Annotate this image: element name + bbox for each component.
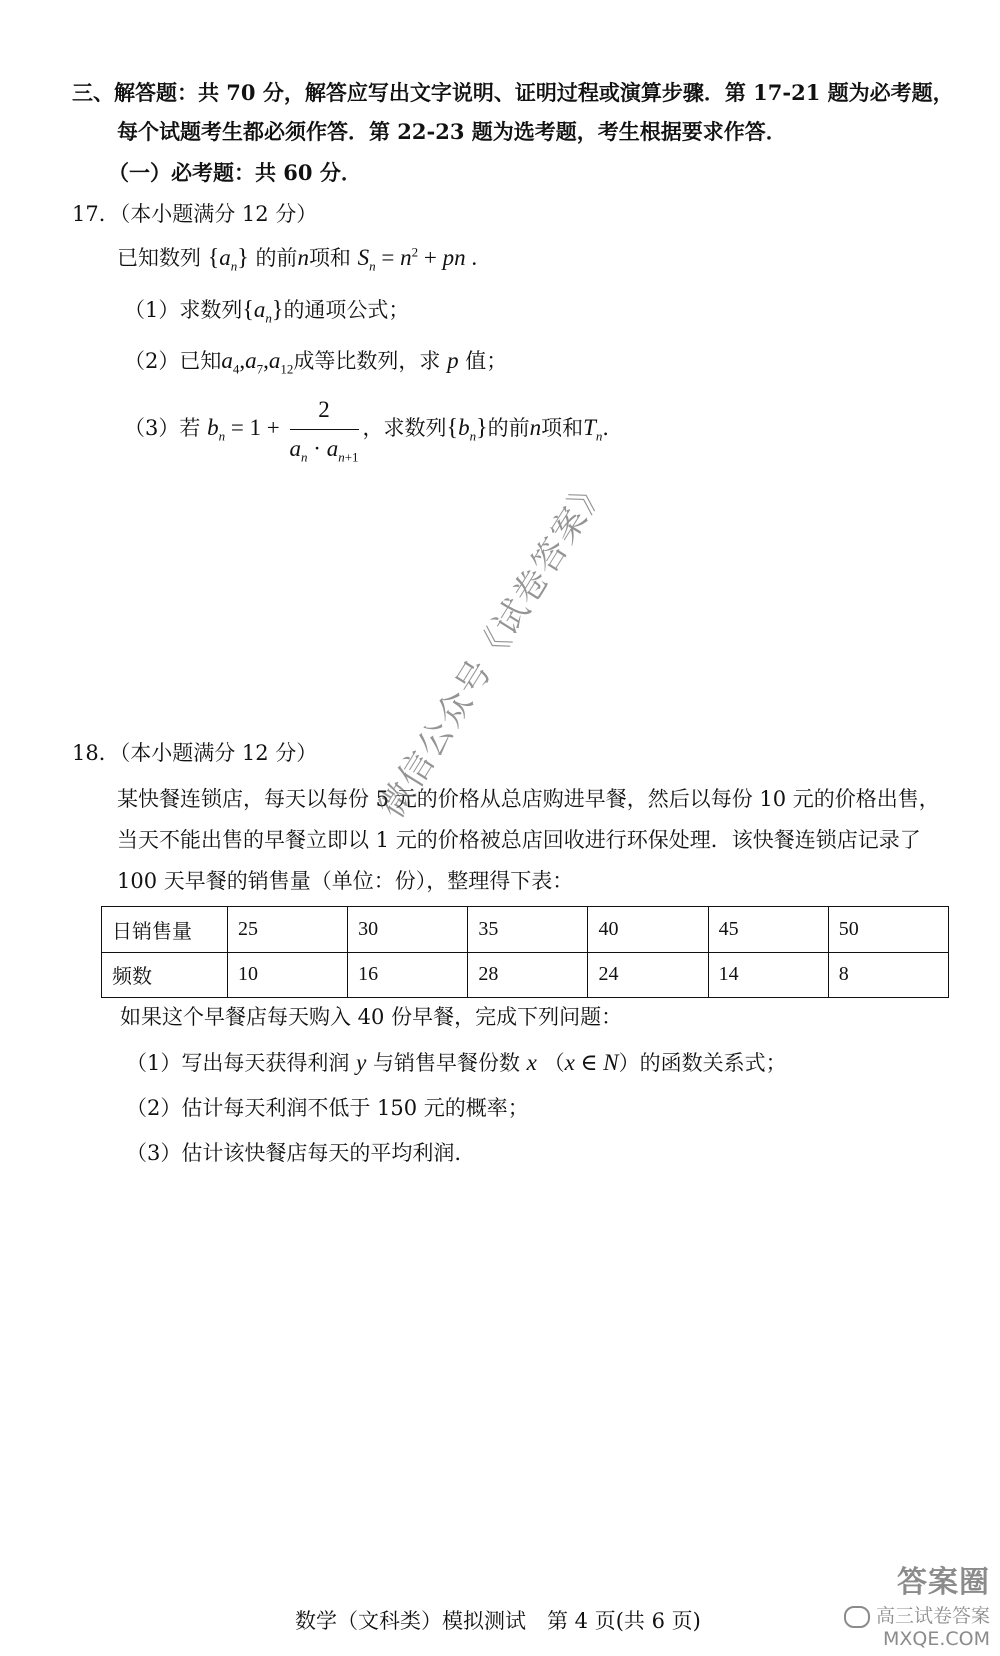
table-cell: 50 <box>828 907 948 953</box>
sum-formula: $S_n = n^2$ + pn . <box>357 244 478 274</box>
q17-part2-suffix: 成等比数列，求 <box>293 349 441 373</box>
q18-part1-x: x <box>526 1050 537 1075</box>
q18-after-table: 如果这个早餐店每天购入 40 份早餐，完成下列问题： <box>120 1005 623 1029</box>
q17-number: 17．（本小题满分 12 分） <box>72 202 318 226</box>
table-cell: 30 <box>348 907 468 953</box>
table-cell: 8 <box>828 952 948 998</box>
q18-part3: （3）估计该快餐店每天的平均利润. <box>126 1141 462 1165</box>
table-cell: 25 <box>228 907 348 953</box>
section-subheader: （一）必考题：共 60 分． <box>108 160 362 185</box>
table-row <box>102 952 949 998</box>
table-cell: 45 <box>708 907 828 953</box>
q18-part1-set: x ∈ N <box>564 1050 619 1075</box>
brand-top: 答案圈 <box>897 1565 990 1600</box>
q18-para-line3: 100 天早餐的销售量（单位：份），整理得下表： <box>117 869 574 893</box>
table-cell: 14 <box>708 952 828 998</box>
q17-stem-suffix: 项和 <box>308 246 351 270</box>
brand-url: MXQE.COM <box>882 1628 990 1650</box>
bn-formula: $b_n = 1$ + $\frac{2}{a_n \cdot a_{n+1}}$ <box>207 397 359 465</box>
q17-stem-prefix: 已知数列 <box>117 246 201 270</box>
table-cell: 16 <box>348 952 468 998</box>
sales-frequency-table <box>101 906 949 998</box>
q18-para-line2: 当天不能出售的早餐立即以 1 元的价格被总店回收进行环保处理．该快餐连锁店记录了 <box>117 828 921 852</box>
q17-part2 <box>124 346 507 376</box>
brand-bottom: 高三试卷答案 <box>875 1605 990 1627</box>
q17-part1 <box>124 295 409 325</box>
table-row <box>102 907 949 953</box>
q17-part2-end: 值； <box>465 349 508 373</box>
q17-stem <box>117 243 477 273</box>
q18-number: 18．（本小题满分 12 分） <box>72 741 318 765</box>
table-row-header: 频数 <box>102 952 228 998</box>
q17-part3 <box>124 395 623 464</box>
q18-part1 <box>126 1048 787 1078</box>
q18-part2: （2）估计每天利润不低于 150 元的概率； <box>126 1096 529 1120</box>
terms-formula: $a_4,a_7,a_{12}$ <box>221 348 294 377</box>
watermark-text: 微信公众号《试卷答案》 <box>371 468 616 826</box>
q17-stem-middle: 的前 <box>255 246 298 270</box>
q17-part2-p: p <box>447 348 459 373</box>
q17-part3-prefix: （3）若 <box>124 415 201 440</box>
table-cell: 24 <box>588 952 708 998</box>
tn-formula: $T_n$ <box>583 414 603 444</box>
table-cell: 10 <box>228 952 348 998</box>
q17-part3-end: ． <box>602 415 624 440</box>
q17-part1-suffix: 的通项公式； <box>283 298 410 322</box>
q18-part1-y: y <box>356 1050 367 1075</box>
q17-part3-n: n <box>529 414 542 440</box>
table-cell: 35 <box>468 907 588 953</box>
q17-part3-mid3: 项和 <box>541 415 584 440</box>
table-cell: 40 <box>588 907 708 953</box>
q17-part3-mid: ，求数列 <box>362 415 447 440</box>
section-header-line2: 每个试题考生都必须作答．第 22-23 题为选考题，考生根据要求作答． <box>117 119 787 144</box>
sequence-a-formula: $\{a_n\}$ <box>242 297 284 326</box>
site-brand <box>844 1557 990 1650</box>
q18-part1-suffix: ）的函数关系式； <box>618 1051 787 1075</box>
section-header-line1: 三、解答题：共 70 分，解答应写出文字说明、证明过程或演算步骤．第 17-21 题为必考题， <box>72 80 954 105</box>
q17-part2-prefix: （2）已知 <box>124 349 222 373</box>
table-row-header: 日销售量 <box>102 907 228 953</box>
q17-part3-mid2: 的前 <box>487 415 530 440</box>
q17-part1-prefix: （1）求数列 <box>124 298 243 322</box>
sequence-a-formula: $\{a_n\}$ <box>207 245 249 274</box>
q18-part1-prefix: （1）写出每天获得利润 <box>126 1051 350 1075</box>
q18-part1-mid: 与销售早餐份数 <box>372 1051 520 1075</box>
page-footer: 数学（文科类）模拟测试 第 4 页(共 6 页) <box>295 1609 701 1633</box>
wechat-icon <box>844 1606 870 1628</box>
brand-bottom-row <box>844 1601 990 1628</box>
table-cell: 28 <box>468 952 588 998</box>
q18-para-line1: 某快餐连锁店，每天以每份 5 元的价格从总店购进早餐，然后以每份 10 元的价格出售， <box>117 787 940 811</box>
q18-part1-paren: （ <box>543 1051 565 1075</box>
sequence-b-formula: $\{b_n\}$ <box>446 414 488 444</box>
q17-stem-n: n <box>297 245 309 270</box>
